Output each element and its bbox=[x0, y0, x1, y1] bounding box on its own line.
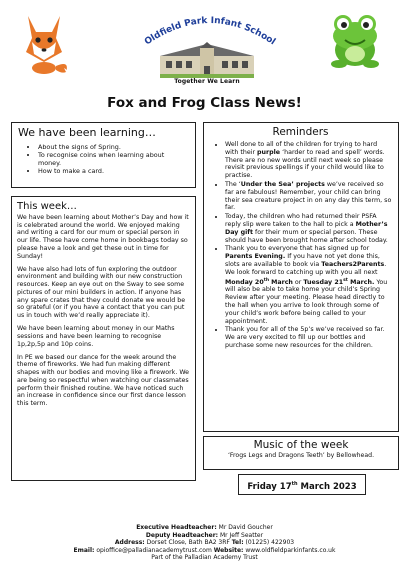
music-title: Music of the week bbox=[253, 439, 349, 451]
newsletter-title: Fox and Frog Class News! bbox=[107, 95, 302, 111]
footer bbox=[0, 524, 409, 562]
paragraph: We have also had lots of fun exploring the outdoor environment and building with our new construction resources. Keep an eye out on the Sway to see some pictures of our mini builders in action. If anyone has any spare crates that they could donate we would be so grateful (or if you have a contact that you can put us in touch with we’d really appreciate it). bbox=[17, 265, 186, 319]
reminders-title: Reminders bbox=[272, 126, 329, 138]
paragraph: We have been learning about money in our Maths sessions and have been learning to recognise 1p,2p,5p and 10p coins. bbox=[17, 325, 175, 348]
date-box: Friday 17th March 2023 bbox=[238, 474, 366, 495]
list-item: • Thank you for all of the 5p’s we’ve received so far. We are very excited to fill up our bottles and purchase some new resources for the children. bbox=[225, 326, 392, 349]
list-item: • How to make a card. bbox=[38, 167, 189, 175]
list-item: • About the signs of Spring. bbox=[38, 143, 189, 151]
school-building-logo bbox=[160, 42, 254, 78]
learning-title: We have been learning… bbox=[18, 126, 156, 139]
this-week-title: This week… bbox=[17, 201, 77, 212]
music-text: ‘Frogs Legs and Dragons Teeth’ by Bellowhead. bbox=[227, 452, 375, 459]
list-item: • To recognise coins when learning about money. bbox=[38, 151, 189, 167]
footer-headteacher: Executive Headteacher: Mr David Goucher bbox=[136, 524, 273, 531]
footer-trust: Part of the Palladian Academy Trust bbox=[151, 554, 258, 562]
learning-box bbox=[11, 122, 196, 188]
school-motto: Together We Learn bbox=[174, 78, 240, 85]
fox-mascot-illustration bbox=[16, 12, 72, 74]
list-item: • Thank you to everyone that has signed up for Parents Evening. If you have not yet done this, slots are available to book via Teachers2Parents. We look forward to catching up with you all next Monday 20th March or Tuesday 21st March. You will also be able to take home your child’s Spring Review after your meeting. Please head directly to the hall when you arrive to look through some of your child’s work before being called to your appointment. bbox=[225, 245, 392, 325]
reminders-box bbox=[203, 122, 399, 432]
frog-mascot-illustration bbox=[325, 10, 385, 68]
footer-address: Address: Dorset Close, Bath BA2 3RF Tel: (01225) 422903 bbox=[114, 539, 295, 547]
list-item: • The ‘Under the Sea’ projects we’ve received so far are fabulous! Remember, your child can bring their sea creature project in on any day this term, so far. bbox=[225, 181, 392, 212]
paragraph: In PE we based our dance for the week around the theme of fireworks. We had fun making different shapes with our bodies and moving like a firework. We are being so respectful when watching our classmates perform their finished routine. We have noticed such an increase in confidence since our first dance lesson this term. bbox=[17, 353, 190, 407]
list-item: • Today, the children who had returned their PSFA reply slip were taken to the hall to pick a Mother’s Day gift for their mum or special person. These should have been brought home after school today. bbox=[225, 213, 392, 244]
footer-contact: Email: opioffice@palladianacademytrust.com Website: www.oldfieldparkinfants.co.uk bbox=[73, 546, 336, 554]
music-box bbox=[203, 436, 399, 470]
list-item: • Well done to all of the children for trying to hard with their purple ‘harder to read and spell’ words. There are no new words until next week so please revisit previous spellings if your child would like to practise. bbox=[225, 141, 392, 180]
learning-list bbox=[18, 143, 189, 175]
reminders-list bbox=[209, 141, 392, 350]
this-week-box bbox=[11, 196, 196, 481]
paragraph: We have been learning about Mother’s Day and how it is celebrated around the world. We enjoyed making and writing a card for our mum or special person in our life. These have come home in bookbags today so please have a look and get these out in time for Sunday! bbox=[17, 214, 189, 260]
footer-deputy: Deputy Headteacher: Mr Jeff Seatter bbox=[145, 531, 264, 539]
school-name: Oldfield Park Infant School bbox=[143, 15, 278, 48]
